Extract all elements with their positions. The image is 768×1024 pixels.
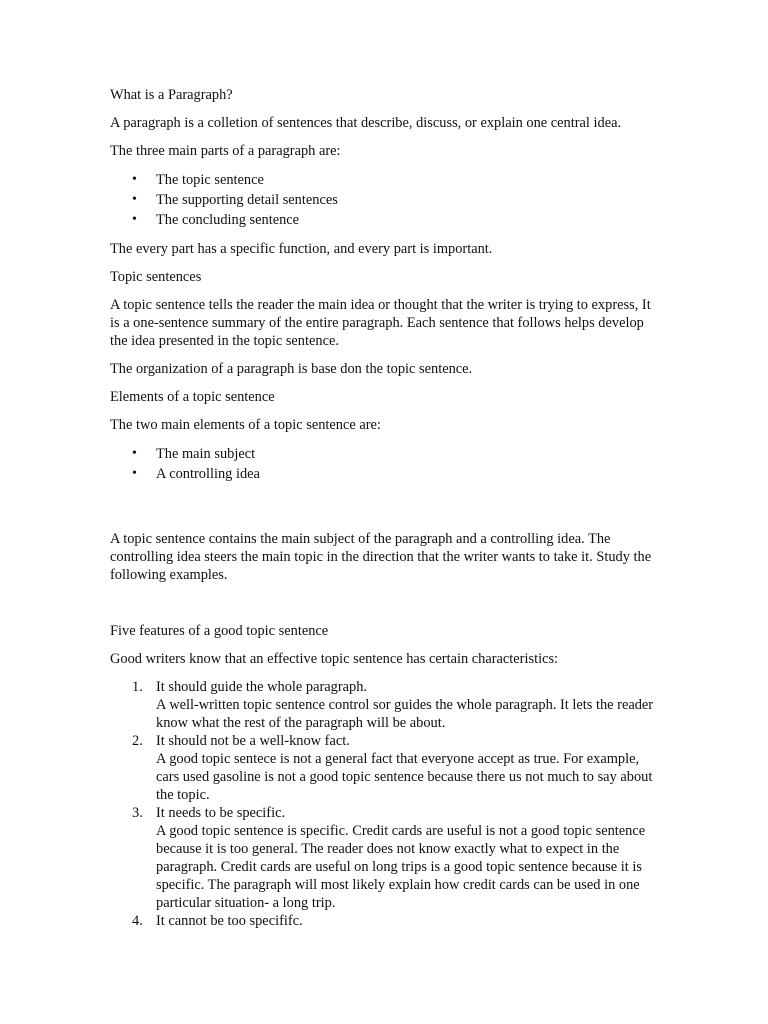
list-item	[110, 190, 655, 210]
feature-detail: A good topic sentece is not a general fact that everyone accept as true. For example, cars used gasoline is not a good topic sentence because there us not much to say about the topic.	[156, 751, 653, 803]
bullet-icon: •	[132, 212, 137, 227]
parts-intro: The three main parts of a paragraph are:	[110, 143, 341, 159]
parts-list	[110, 170, 655, 230]
list-item-text: The main subject	[156, 446, 256, 462]
feature-item	[110, 804, 655, 912]
feature-title: It should not be a well-know fact.	[156, 733, 350, 749]
feature-title: It cannot be too specififc.	[156, 913, 303, 929]
list-item-text: The concluding sentence	[156, 212, 300, 228]
feature-detail: A well-written topic sentence control sor guides the whole paragraph. It lets the reader know what the rest of the paragraph will be about.	[156, 697, 654, 731]
topic-heading: Topic sentences	[110, 269, 202, 285]
feature-item	[110, 912, 655, 930]
bullet-icon: •	[132, 466, 137, 481]
feature-number: 2.	[132, 733, 143, 749]
feature-number: 1.	[132, 679, 143, 695]
parts-note: The every part has a specific function, and every part is important.	[110, 241, 493, 257]
bullet-icon: •	[132, 192, 137, 207]
elements-list	[110, 444, 655, 484]
feature-title: It should guide the whole paragraph.	[156, 679, 368, 695]
list-item	[110, 170, 655, 190]
list-item	[110, 210, 655, 230]
feature-detail: A good topic sentence is specific. Credit cards are useful is not a good topic sentence because it is too general. The reader does not know exactly what to expect in the paragraph. Credit cards are useful on long trips is a good topic sentence because it is specific. The paragraph will most likely explain how credit cards can be used in one particular situation- a long trip.	[156, 823, 646, 911]
bullet-icon: •	[132, 446, 137, 461]
features-heading: Five features of a good topic sentence	[110, 623, 329, 639]
list-item-text: A controlling idea	[156, 466, 260, 482]
elements-heading: Elements of a topic sentence	[110, 389, 275, 405]
list-item	[110, 464, 655, 484]
organization-paragraph: The organization of a paragraph is base don the topic sentence.	[110, 361, 473, 377]
feature-number: 3.	[132, 805, 143, 821]
elements-intro: The two main elements of a topic sentence are:	[110, 417, 381, 433]
document-title: What is a Paragraph?	[110, 87, 233, 103]
topic-paragraph: A topic sentence tells the reader the main idea or thought that the writer is trying to express, It is a one-sentence summary of the entire paragraph. Each sentence that follows helps develop the idea presented in the topic sentence.	[110, 297, 651, 349]
feature-title: It needs to be specific.	[156, 805, 286, 821]
spacer	[110, 594, 655, 622]
bullet-icon: •	[132, 172, 137, 187]
feature-item	[110, 732, 655, 804]
features-list	[110, 678, 655, 930]
list-item-text: The supporting detail sentences	[156, 192, 338, 208]
document-page	[110, 86, 655, 930]
contains-paragraph: A topic sentence contains the main subject of the paragraph and a controlling idea. The controlling idea steers the main topic in the direction that the writer wants to take it. Study the following examples.	[110, 531, 652, 583]
features-intro: Good writers know that an effective topic sentence has certain characteristics:	[110, 651, 559, 667]
intro-paragraph: A paragraph is a colletion of sentences that describe, discuss, or explain one central idea.	[110, 115, 622, 131]
list-item-text: The topic sentence	[156, 172, 264, 188]
feature-number: 4.	[132, 913, 143, 929]
spacer	[110, 494, 655, 530]
feature-item	[110, 678, 655, 732]
list-item	[110, 444, 655, 464]
